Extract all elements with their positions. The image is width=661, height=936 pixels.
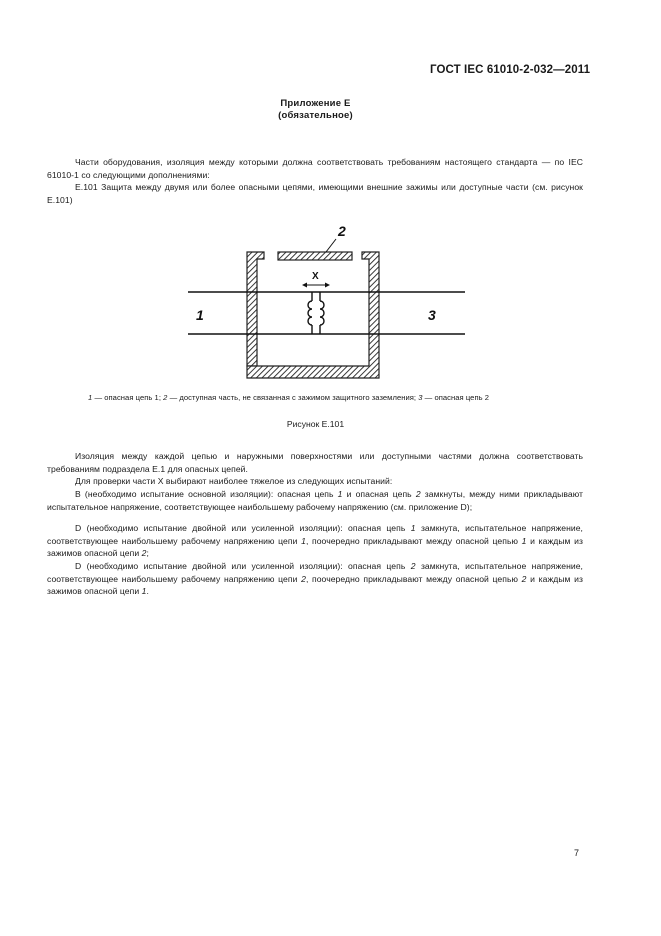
transformer-icon xyxy=(308,292,324,334)
body-paragraph-5: D (необходимо испытание двойной или усиленной изоляции): опасная цепь 2 замкнута, испытательное напряжение, соответствующее наибольшему рабочему напряжению цепи 2, поочередно прикладывают между опасной цепью 2 и каждым из зажимов опасной цепи 1. xyxy=(47,561,583,597)
body-paragraph-4: D (необходимо испытание двойной или усиленной изоляции): опасная цепь 1 замкнута, испытательное напряжение, соответствующее наибольшему рабочему напряжению цепи 1, поочередно прикладывают между опасной цепью 1 и каждым из зажимов опасной цепи 2; xyxy=(47,523,583,559)
accessible-part-bar xyxy=(278,252,352,260)
figure-label-1: 1 xyxy=(196,307,204,323)
body-paragraph-3: В (необходимо испытание основной изоляции): опасная цепь 1 и опасная цепь 2 замкнуты, между ними прикладывают испытательное напряжение, соответствующее наибольшему рабочему напряжению (см. приложение D); xyxy=(47,489,583,512)
label-2-leader xyxy=(326,239,336,252)
figure-e101 xyxy=(0,0,661,400)
enclosure-left xyxy=(247,252,264,366)
body-paragraph-2: Для проверки части X выбирают наиболее тяжелое из следующих испытаний: xyxy=(75,476,393,486)
appendix-title: Приложение Е xyxy=(280,98,351,109)
clause-text: Е.101 Защита между двумя или более опасными цепями, имеющими внешние зажимы или доступные части (см. рисунок Е.101) xyxy=(47,182,583,205)
figure-label-3: 3 xyxy=(428,307,436,323)
page-number: 7 xyxy=(574,848,580,858)
appendix-status: (обязательное) xyxy=(278,110,353,121)
body-paragraph-1: Изоляция между каждой цепью и наружными поверхностями или доступными частями должна соответствовать требованиям подраздела Е.1 для опасных цепей. xyxy=(47,451,583,474)
figure-label-2: 2 xyxy=(338,223,346,239)
figure-title: Рисунок Е.101 xyxy=(286,419,345,429)
gap-arrow-icon xyxy=(302,283,330,288)
figure-legend: 1 — опасная цепь 1; 2 — доступная часть, не связанная с зажимом защитного заземления; 3 — опасная цепь 2 xyxy=(88,393,490,402)
document-header: ГОСТ IEC 61010-2-032—2011 xyxy=(430,64,591,76)
figure-label-x: X xyxy=(312,271,319,282)
intro-text: Части оборудования, изоляция между которыми должна соответствовать требованиям настоящего стандарта — по IEC 61010-1 со следующими дополнениями: xyxy=(47,157,583,180)
